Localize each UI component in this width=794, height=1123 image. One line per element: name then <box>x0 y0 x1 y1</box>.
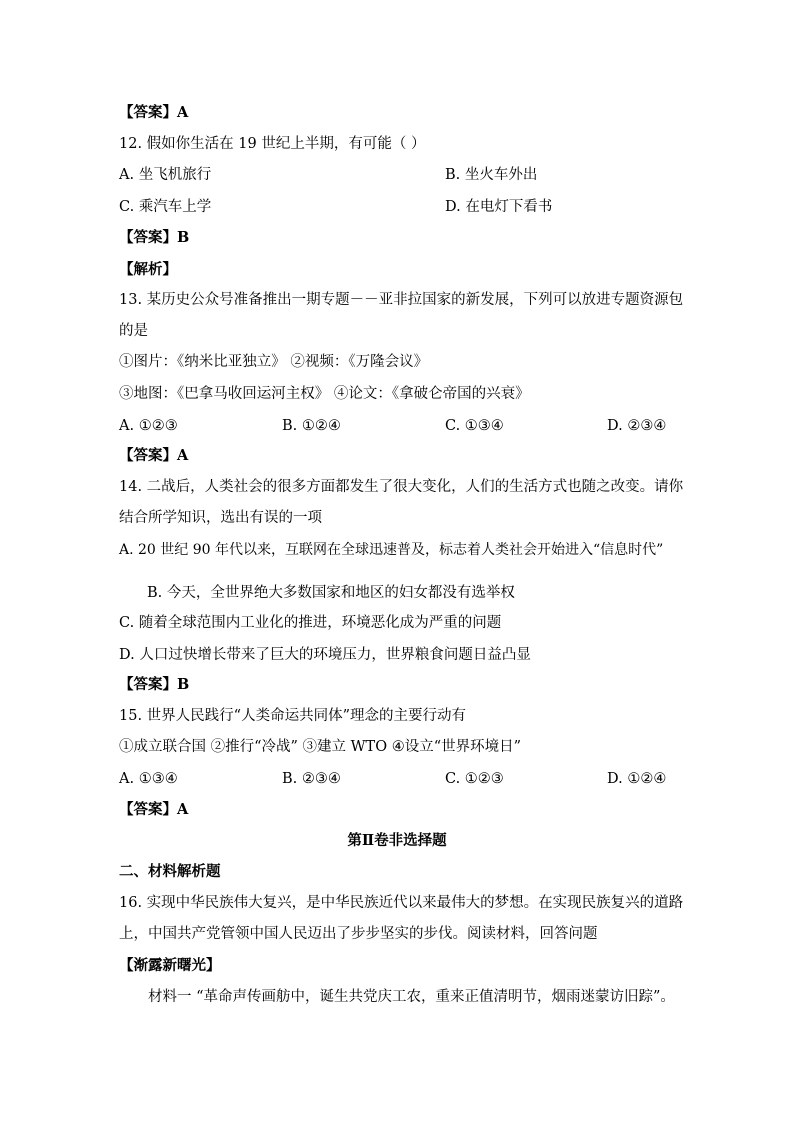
answer-label: 【答案】B <box>119 676 190 693</box>
q13-option-b: B. ①②④ <box>282 418 341 434</box>
q14-option-c: C. 随着全球范围内工业化的推进，环境恶化成为严重的问题 <box>119 615 502 631</box>
question-15-stem: 15. 世界人民践行“人类命运共同体”理念的主要行动有 <box>119 708 466 724</box>
q15-option-a: A. ①③④ <box>119 771 178 787</box>
q14-option-d: D. 人口过快增长带来了巨大的环境压力，世界粮食问题日益凸显 <box>119 647 531 663</box>
question-14-stem: 14. 二战后，人类社会的很多方面都发生了很大变化，人们的生活方式也随之改变。请你 <box>119 479 684 495</box>
q12-option-c: C. 乘汽车上学 <box>119 199 212 215</box>
q15-option-b: B. ②③④ <box>282 771 341 787</box>
q12-option-a: A. 坐飞机旅行 <box>119 167 212 183</box>
q13-option-a: A. ①②③ <box>119 418 178 434</box>
q14-option-b: B. 今天，全世界绝大多数国家和地区的妇女都没有选举权 <box>147 585 515 601</box>
question-13-stem-cont: 的是 <box>119 323 148 339</box>
section-heading: 二、材料解析题 <box>119 863 221 880</box>
analysis-label: 【解析】 <box>119 261 177 278</box>
q13-items-line1: ①图片：《纳米比亚独立》 ②视频：《万隆会议》 <box>119 354 429 370</box>
q13-option-c: C. ①③④ <box>445 418 504 434</box>
question-12-stem: 12. 假如你生活在 19 世纪上半期，有可能（ ） <box>119 136 426 152</box>
question-14-stem-cont: 结合所学知识，选出有误的一项 <box>119 510 322 526</box>
answer-label: 【答案】B <box>119 229 190 246</box>
question-13-stem: 13. 某历史公众号准备推出一期专题－－亚非拉国家的新发展，下列可以放进专题资源包 <box>119 292 684 308</box>
q13-option-d: D. ②③④ <box>607 418 667 434</box>
material-one: 材料一 “革命声传画舫中，诞生共党庆工农，重来正值清明节，烟雨迷蒙访旧踪”。 <box>148 989 675 1005</box>
question-16-stem-cont: 上，中国共产党管领中国人民迈出了步步坚实的步伐。阅读材料，回答问题 <box>119 926 598 942</box>
question-16-stem: 16. 实现中华民族伟大复兴，是中华民族近代以来最伟大的梦想。在实现民族复兴的道路 <box>119 895 684 911</box>
q15-items: ①成立联合国 ②推行“冷战” ③建立 WTO ④设立“世界环境日” <box>119 739 522 755</box>
q15-option-d: D. ①②④ <box>607 771 667 787</box>
answer-label: 【答案】A <box>119 801 189 818</box>
q13-items-line2: ③地图：《巴拿马收回运河主权》 ④论文：《拿破仑帝国的兴衰》 <box>119 386 530 402</box>
q12-option-b: B. 坐火车外出 <box>445 167 538 183</box>
q14-option-a: A. 20 世纪 90 年代以来，互联网在全球迅速普及，标志着人类社会开始进入“信息时代” <box>119 542 664 558</box>
q15-option-c: C. ①②③ <box>445 771 504 787</box>
q12-option-d: D. 在电灯下看书 <box>445 199 553 215</box>
subheading: 【渐露新曙光】 <box>119 957 221 974</box>
answer-label: 【答案】A <box>119 104 189 121</box>
section-title: 第Ⅱ卷非选择题 <box>347 832 447 849</box>
answer-label: 【答案】A <box>119 447 189 464</box>
